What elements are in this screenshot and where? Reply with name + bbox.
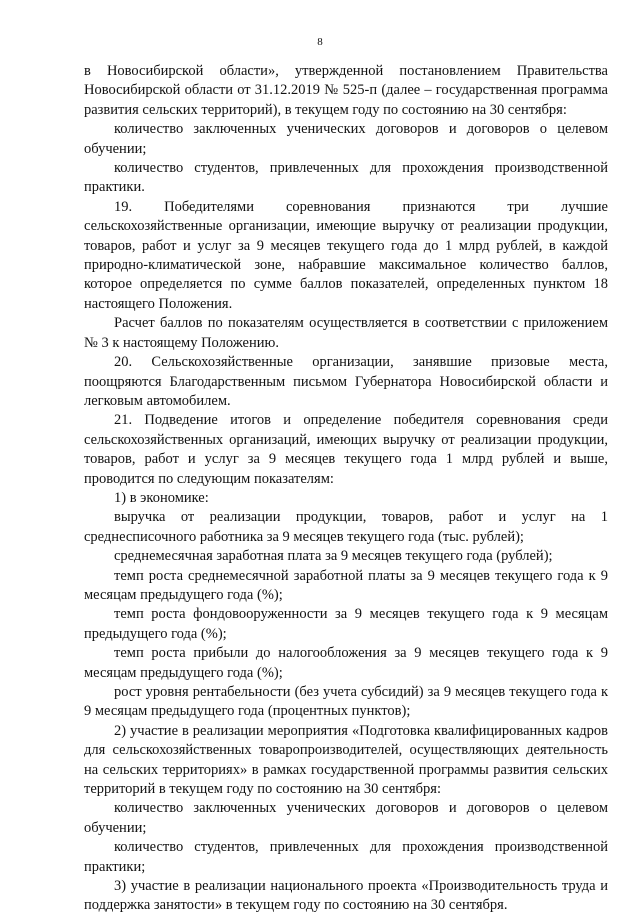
- paragraph: 2) участие в реализации мероприятия «Подготовка квалифицированных кадров для сельскохозяйственных товаропроизводителей, осуществляющих деятельность на сельских территориях» в рамках государственной программы развития сельских территорий в текущем году по состоянию на 30 сентября:: [84, 722, 608, 798]
- body-text: [84, 62, 608, 916]
- paragraph: 1) в экономике:: [114, 489, 209, 506]
- paragraph: 3) участие в реализации национального проекта «Производительность труда и поддержка занятости» в текущем году по состоянию на 30 сентября.: [84, 878, 608, 914]
- paragraph: рост уровня рентабельности (без учета субсидий) за 9 месяцев текущего года к 9 месяцам предыдущего года (процентных пунктов);: [84, 684, 608, 720]
- page-number: 8: [317, 36, 323, 48]
- paragraph: 20. Сельскохозяйственные организации, занявшие призовые места, поощряются Благодарственным письмом Губернатора Новосибирской области и легковым автомобилем.: [84, 354, 608, 409]
- paragraph: 21. Подведение итогов и определение победителя соревнования среди сельскохозяйственных организаций, имеющих выручку от реализации продукции, товаров, работ и услуг за 9 месяцев текущего года 1 млрд рублей и выше, проводится по следующим показателям:: [84, 412, 608, 487]
- paragraph: количество студентов, привлеченных для прохождения производственной практики.: [84, 160, 608, 196]
- paragraph: в Новосибирской области», утвержденной постановлением Правительства Новосибирской области от 31.12.2019 № 525-п (далее – государственная программа развития сельских территорий), в текущем году по состоянию на 30 сентября:: [84, 63, 608, 118]
- paragraph: темп роста фондовооруженности за 9 месяцев текущего года к 9 месяцам предыдущего года (%);: [84, 606, 608, 642]
- paragraph: количество заключенных ученических договоров и договоров о целевом обучении;: [84, 121, 608, 157]
- paragraph: темп роста прибыли до налогообложения за 9 месяцев текущего года к 9 месяцам предыдущего года (%);: [84, 645, 608, 681]
- paragraph: выручка от реализации продукции, товаров, работ и услуг на 1 среднесписочного работника за 9 месяцев текущего года (тыс. рублей);: [84, 509, 608, 545]
- paragraph: среднемесячная заработная плата за 9 месяцев текущего года (рублей);: [114, 548, 553, 565]
- paragraph: 19. Победителями соревнования признаются три лучшие сельскохозяйственные организации, имеющие выручку от реализации продукции, товаров, работ и услуг за 9 месяцев текущего года до 1 млрд рублей, в каждой природно-климатической зоне, набравшие максимальное количество баллов, которое определяется по сумме баллов показателей, определенных пунктом 18 настоящего Положения.: [84, 198, 608, 312]
- paragraph: количество заключенных ученических договоров и договоров о целевом обучении;: [84, 800, 608, 836]
- paragraph: количество студентов, привлеченных для прохождения производственной практики;: [84, 839, 608, 875]
- paragraph: Расчет баллов по показателям осуществляется в соответствии с приложением № 3 к настоящему Положению.: [84, 315, 608, 351]
- paragraph: темп роста среднемесячной заработной платы за 9 месяцев текущего года к 9 месяцам предыдущего года (%);: [84, 567, 608, 603]
